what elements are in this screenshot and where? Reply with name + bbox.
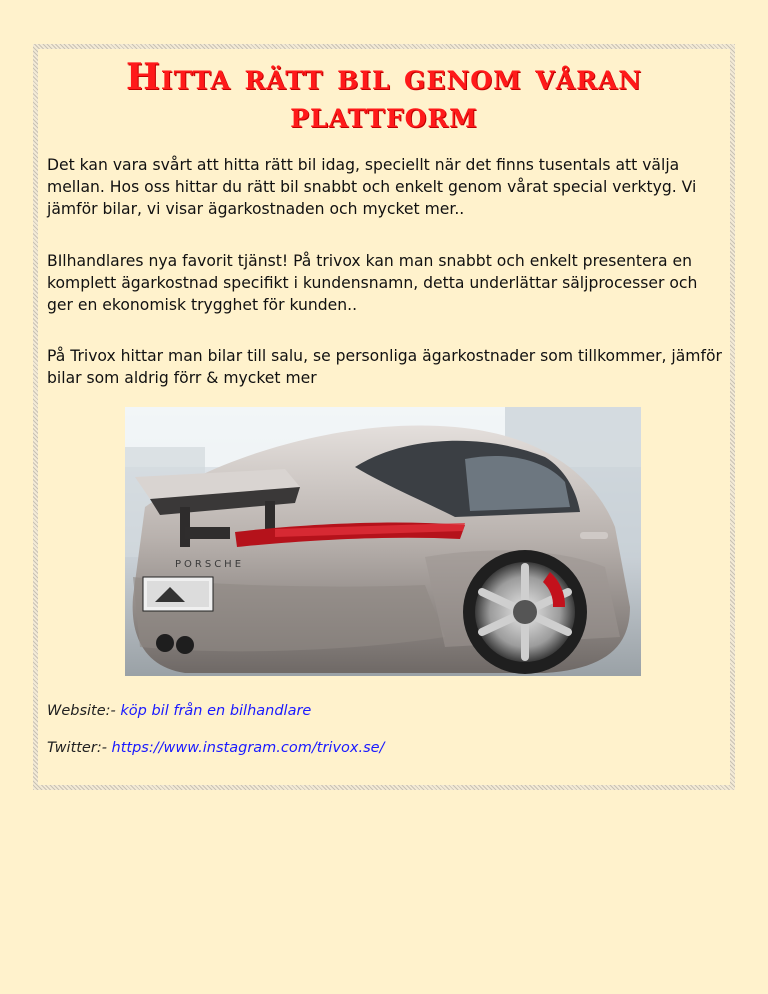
twitter-line bbox=[47, 739, 384, 757]
car-badge: PORSCHE bbox=[175, 559, 245, 570]
title-line-2: plattform bbox=[290, 94, 478, 136]
intro-paragraph: Det kan vara svårt att hitta rätt bil idag, speciellt när det finns tusentals att välja mellan. Hos oss hittar du rätt bil snabbt och enkelt genom vårat special verktyg. Vi jämför bilar, vi visar ägarkostnaden och mycket mer.. bbox=[47, 156, 697, 218]
twitter-link[interactable]: https://www.instagram.com/trivox.se/ bbox=[111, 740, 385, 756]
car-photo bbox=[125, 407, 641, 676]
website-line bbox=[47, 702, 311, 720]
website-label: Website:- bbox=[47, 703, 121, 719]
twitter-label: Twitter:- bbox=[47, 740, 112, 756]
page-title bbox=[60, 58, 708, 134]
dealer-paragraph: BIlhandlares nya favorit tjänst! På trivox kan man snabbt och enkelt presentera en komplett ägarkostnad specifikt i kundensnamn, detta underlättar säljprocesser och ger en ekonomisk trygghet för kunden.. bbox=[47, 252, 698, 314]
website-link[interactable]: köp bil från en bilhandlare bbox=[120, 703, 312, 719]
trivox-paragraph: På Trivox hittar man bilar till salu, se personliga ägarkostnader som tillkommer, jämför bilar som aldrig förr & mycket mer bbox=[47, 347, 722, 387]
title-line-1: Hitta rätt bil genom våran bbox=[125, 56, 643, 98]
